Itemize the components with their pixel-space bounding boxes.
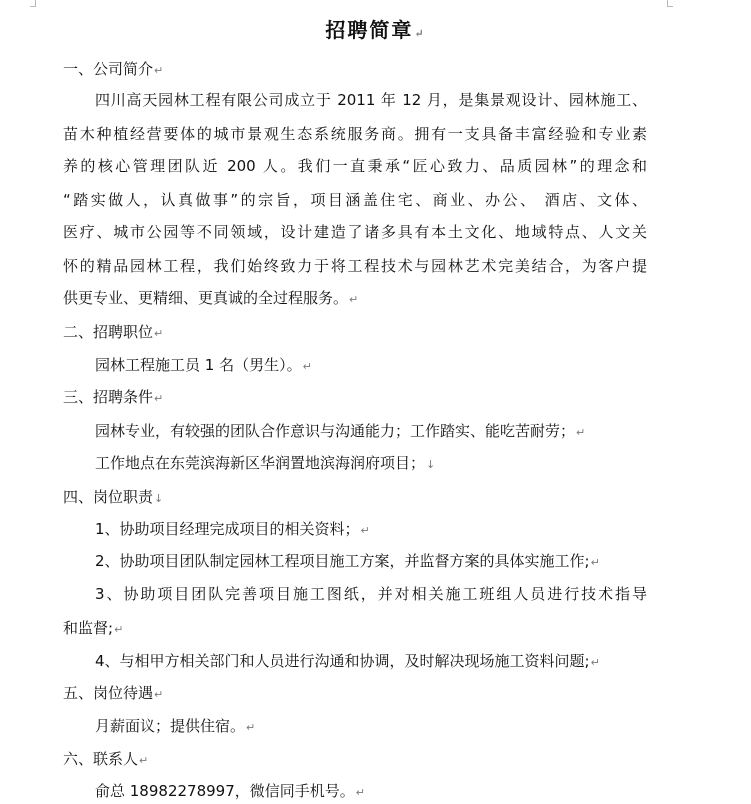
- condition-item: 工作地点在东莞滨海新区华润置地滨海润府项目；↓: [95, 454, 436, 472]
- benefits-text: 月薪面议；提供住宿。↵: [95, 717, 256, 735]
- section-heading-benefits: 五、岗位待遇↵: [63, 684, 164, 702]
- paragraph-mark-icon: ↵: [154, 64, 164, 77]
- paragraph-mark-icon: ↵: [355, 786, 365, 799]
- section-heading-conditions: 三、招聘条件↵: [63, 388, 164, 406]
- paragraph-mark-icon: ↵: [246, 721, 256, 734]
- paragraph-mark-icon: ↵: [139, 754, 149, 767]
- section-heading-duties: 四、岗位职责↓: [63, 488, 164, 506]
- intro-line: 医疗、城市公园等不同领域，设计建造了诸多具有本土文化、地域特点、人文关: [63, 223, 647, 241]
- section-heading-intro: 一、公司简介↵: [63, 60, 164, 78]
- paragraph-mark-icon: ↵: [154, 392, 164, 405]
- paragraph-mark-icon: ↵: [154, 688, 164, 701]
- duty-item: 3、协助项目团队完善项目施工图纸，并对相关施工班组人员进行技术指导: [95, 585, 647, 603]
- duty-item: 1、协助项目经理完成项目的相关资料；↵: [95, 520, 370, 538]
- section-heading-contact: 六、联系人↵: [63, 750, 149, 768]
- line-break-icon: ↓: [426, 458, 436, 471]
- intro-line: 养的核心管理团队近 200 人。我们一直秉承“匠心致力、品质园林”的理念和: [63, 157, 647, 175]
- intro-line: 怀的精品园林工程，我们始终致力于将工程技术与园林艺术完美结合，为客户提: [63, 257, 647, 275]
- paragraph-mark-icon: ↵: [360, 524, 370, 537]
- paragraph-mark-icon: ↵: [414, 27, 426, 40]
- paragraph-mark-icon: ↵: [154, 327, 164, 340]
- intro-line-last: 供更专业、更精细、更真诚的全过程服务。↵: [63, 289, 359, 307]
- paragraph-mark-icon: ↵: [302, 360, 312, 373]
- paragraph-mark-icon: ↵: [349, 293, 359, 306]
- duty-item-continued: 和监督;↵: [63, 619, 124, 637]
- intro-line: 四川高天园林工程有限公司成立于 2011 年 12 月，是集景观设计、园林施工、: [95, 91, 647, 109]
- duty-item: 2、协助项目团队制定园林工程项目施工方案，并监督方案的具体实施工作;↵: [95, 552, 600, 570]
- condition-item: 园林专业，有较强的团队合作意识与沟通能力；工作踏实、能吃苦耐劳；↵: [95, 422, 586, 440]
- contact-text: 俞总 18982278997，微信同手机号。↵: [95, 782, 365, 800]
- intro-line: 苗木种植经营要体的城市景观生态系统服务商。拥有一支具备丰富经验和专业素: [63, 125, 647, 143]
- duty-item: 4、与相甲方相关部门和人员进行沟通和协调，及时解决现场施工资料问题;↵: [95, 652, 600, 670]
- section-heading-position: 二、招聘职位↵: [63, 323, 164, 341]
- paragraph-mark-icon: ↵: [590, 556, 600, 569]
- position-text: 园林工程施工员 1 名（男生）。↵: [95, 356, 312, 374]
- intro-line: “踏实做人，认真做事”的宗旨，项目涵盖住宅、商业、办公、 酒店、文体、: [63, 191, 647, 209]
- paragraph-mark-icon: ↵: [590, 656, 600, 669]
- document-title: 招聘简章↵: [325, 18, 426, 42]
- paragraph-mark-icon: ↵: [114, 623, 124, 636]
- paragraph-mark-icon: ↵: [576, 426, 586, 439]
- line-break-icon: ↓: [154, 492, 164, 505]
